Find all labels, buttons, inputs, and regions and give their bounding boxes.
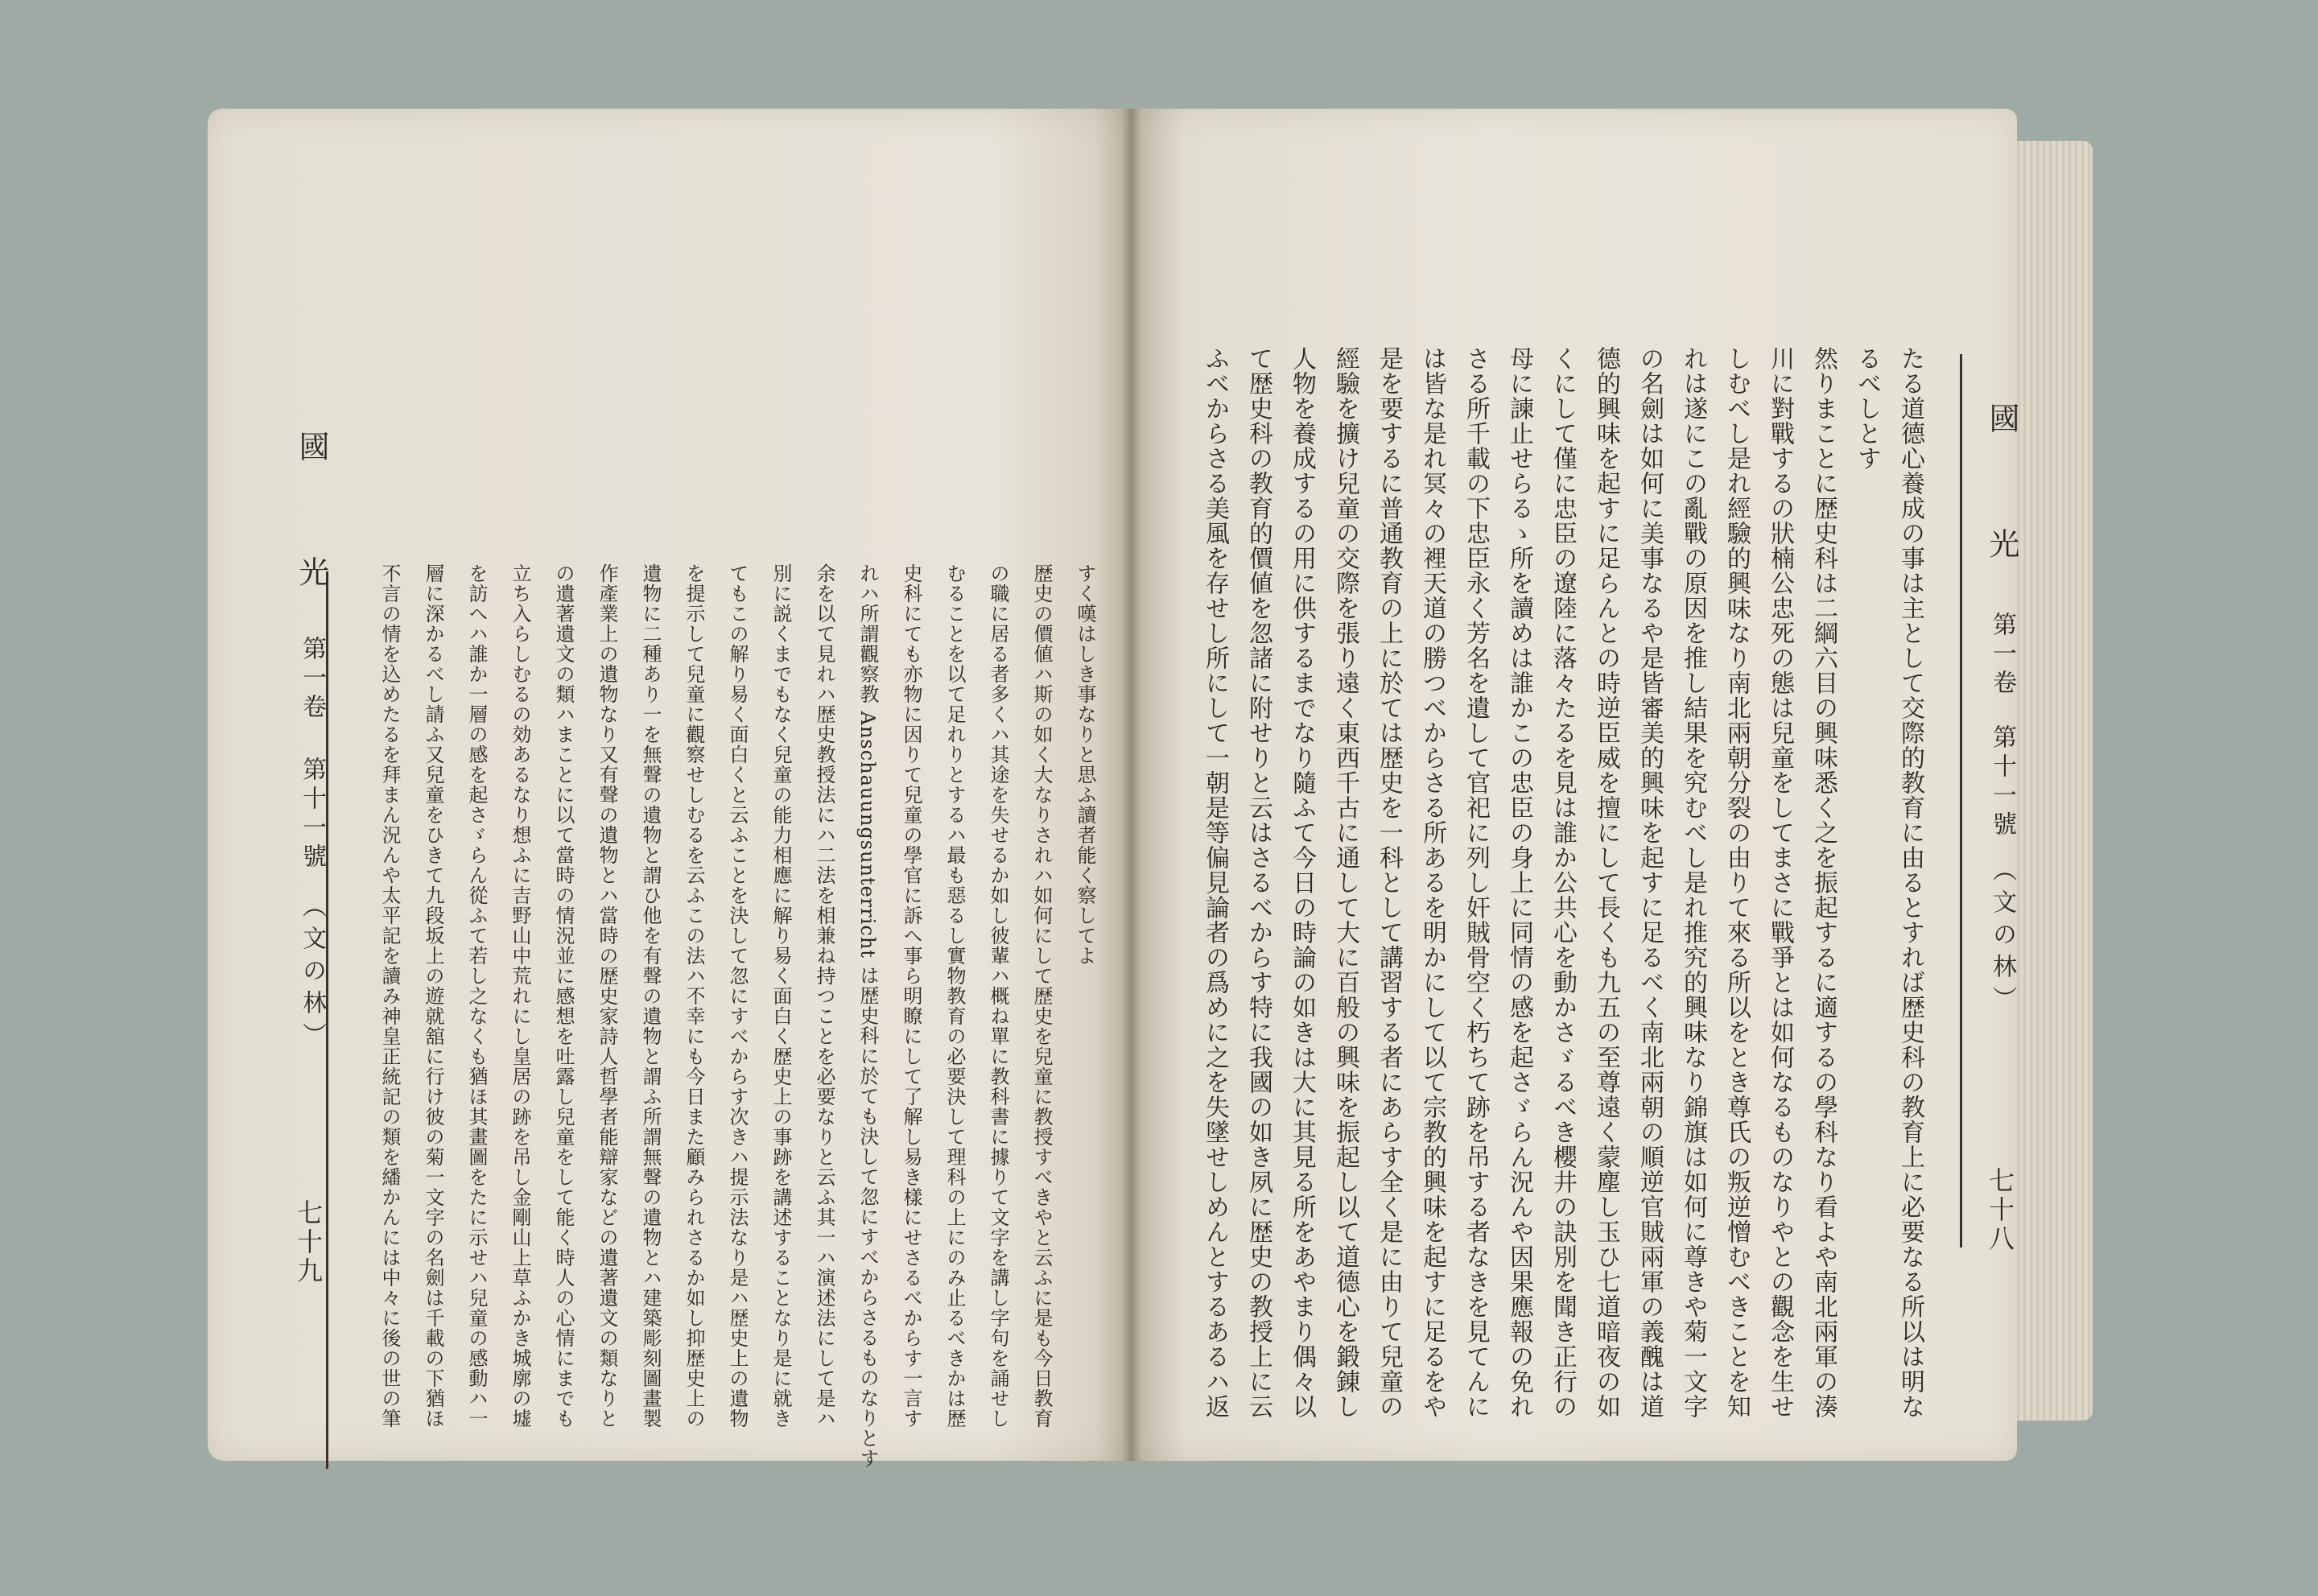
text-line: 然りまことに歴史科は二綱六目の興味悉く之を振起するに適するの學科なり看よや南北兩軍の湊	[1809, 346, 1837, 1419]
text-line: 作產業上の遺物なり又有聲の遺物とハ當時の歴史家詩人哲學者能辯家などの遺著遺文の類なりと	[596, 563, 618, 1429]
text-line: 立ち入らしむるの効あるなり想ふに吉野山中荒れにし皇居の跡を吊し金剛山上草ふかき城廓の墟	[509, 563, 531, 1429]
left-page-body	[342, 563, 1107, 1473]
text-line: て歴史科の教育的價値を忽諸に附せりと云はさるべからす特に我國の如き夙に歴史の教授上に云	[1244, 346, 1272, 1419]
right-header-volume: 第一卷	[1988, 612, 2016, 699]
text-line: を訪へハ誰か一層の感を起さゞらん從ふて若し之なくも猶ほ其畫圖をたに示せハ兒童の感動ハ一	[465, 563, 488, 1429]
text-line: の遺著遺文の類ハまことに以て當時の情況並に感想を吐露し兒童をして能く時人の心情にまでも	[552, 563, 575, 1429]
text-line: れは遂にこの亂戰の原因を推し結果を究むべし是れ推究的興味なり錦旗は如何に尊きや菊一文字	[1679, 346, 1707, 1419]
text-line: 德的興味を起すに足らんとの時逆臣威を擅にして長くも九五の至尊遠く蒙塵し玉ひ七道暗夜の如	[1592, 346, 1620, 1419]
text-line: を提示して兒童に觀察せしむるを云ふこの法ハ不幸にも今日また顧みられさるか如し抑歴史上の	[683, 563, 705, 1429]
text-line: 遺物に二種あり一を無聲の遺物と謂ひ他を有聲の遺物と謂ふ所謂無聲の遺物とハ建築彫刻圖畫製	[639, 563, 662, 1429]
right-page-body	[1183, 346, 1932, 1425]
text-line: 川に對戰するの狀楠公忠死の態は兒童をしてまさに戰爭とは如何なるものなりやとの觀念を生せ	[1766, 346, 1794, 1419]
right-header-section: （文の林）	[1988, 857, 2016, 1018]
left-header-issue: 第十一號	[298, 757, 326, 872]
left-header-volume: 第一卷	[298, 636, 326, 723]
text-line: てもこの解り易く面白くと云ふことを決して忽にすべからす次きハ提示法なり是ハ歴史上の遺物	[726, 563, 749, 1429]
text-line: しむべし是れ經驗的興味なり南北兩朝分裂の由りて來る所以をとき尊氏の叛逆憎むべきことを知	[1722, 346, 1751, 1419]
left-page-number: 七十九	[293, 1199, 324, 1286]
text-line: むることを以て足れりとするハ最も惡るし實物教育の必要決して理科の上にのみ止るべきかは歴	[943, 563, 966, 1429]
text-line: 層に深かるべし請ふ又兒童をひきて九段坂上の遊就舘に行け彼の菊一文字の名劍は千載の下猶ほ	[422, 563, 444, 1429]
text-line: の職に居る者多くハ其途を失せるか如し彼輩ハ概ね單に教科書に據りて文字を講し字句を誦せし	[987, 563, 1009, 1429]
text-line: 人物を養成するの用に供するまでなり隨ふて今日の時論の如きは大に其見る所をあやまり偶々以	[1288, 346, 1316, 1419]
text-line: 是を要するに普通教育の上に於ては歴史を一科として講習する者にあらす全く是に由りて兒童の	[1375, 346, 1403, 1419]
right-header-issue: 第十一號	[1988, 724, 2016, 840]
text-line: すく嘆はしき事なりと思ふ讀者能く察してよ	[1074, 563, 1096, 966]
text-line: 歴史の價値ハ斯の如く大なりされハ如何にして歴史を兒童に教授すべきやと云ふに是も今日教育	[1030, 563, 1053, 1429]
text-line: 余を以て見れハ歴史教授法にハ二法を相兼ね持つことを必要なりと云ふ其一ハ演述法にして是ハ	[813, 563, 835, 1429]
text-line: るべしとす	[1853, 346, 1881, 471]
text-line: 經驗を擴け兒童の交際を張り遠く東西千古に通して大に百般の興味を振起し以て道德心を鍛錬し	[1331, 346, 1359, 1419]
text-line: 母に諫止せらるゝ所を讀めは誰かこの忠臣の身上に同情の感を起さゞらん況んや因果應報の免れ	[1505, 346, 1533, 1419]
left-header-section: （文の林）	[298, 893, 326, 1054]
page-edges	[2014, 141, 2093, 1421]
text-line: の名劍は如何に美事なるや是皆審美的興味を起すに足るべく南北兩朝の順逆官賊兩軍の義醜は道	[1635, 346, 1664, 1419]
left-header-magazine: 國 光	[294, 431, 329, 619]
text-line: くにして僅に忠臣の遼陸に落々たるを見は誰か公共心を動かさゞるべき櫻井の訣別を聞き正行の	[1549, 346, 1577, 1419]
text-line: ふべからさる美風を存せし所にして一朝是等偏見論者の爲めに之を失墜せしめんとするあるハ返	[1201, 346, 1229, 1419]
right-page-number: 七十八	[1985, 1167, 2015, 1254]
right-header-magazine: 國 光	[1984, 402, 2019, 591]
book-spine	[1122, 109, 1141, 1461]
text-line: は皆な是れ冥々の裡天道の勝つべからさる所あるを明かにして以て宗教的興味を起すに足るをや	[1418, 346, 1446, 1419]
text-line: 別に説くまでもなく兒童の能力相應に解り易く面白く歴史上の事跡を講述することなり是に就き	[769, 563, 792, 1429]
text-line: さる所千載の下忠臣永く芳名を遺して官祀に列し奸賊骨空く朽ちて跡を吊する者なきを見てんに	[1462, 346, 1490, 1419]
right-header-rule	[1960, 354, 1962, 1248]
text-line: 不言の情を込めたるを拜まん況んや太平記を讀み神皇正統記の類を繙かんには中々に後の世の筆	[378, 563, 401, 1429]
text-line: たる道德心養成の事は主として交際的教育に由るとすれば歴史科の教育上に必要なる所以は明な	[1896, 346, 1924, 1419]
text-line: 史科にても亦物に因りて兒童の學官に訴へ事ら明瞭にして了解し易き樣にせさるべからす一言す	[900, 563, 922, 1429]
text-line: れハ所謂觀察教 Anschauungsunterricht は歴史科に於ても決して忽にすべからさるものなりとす	[856, 563, 879, 1469]
